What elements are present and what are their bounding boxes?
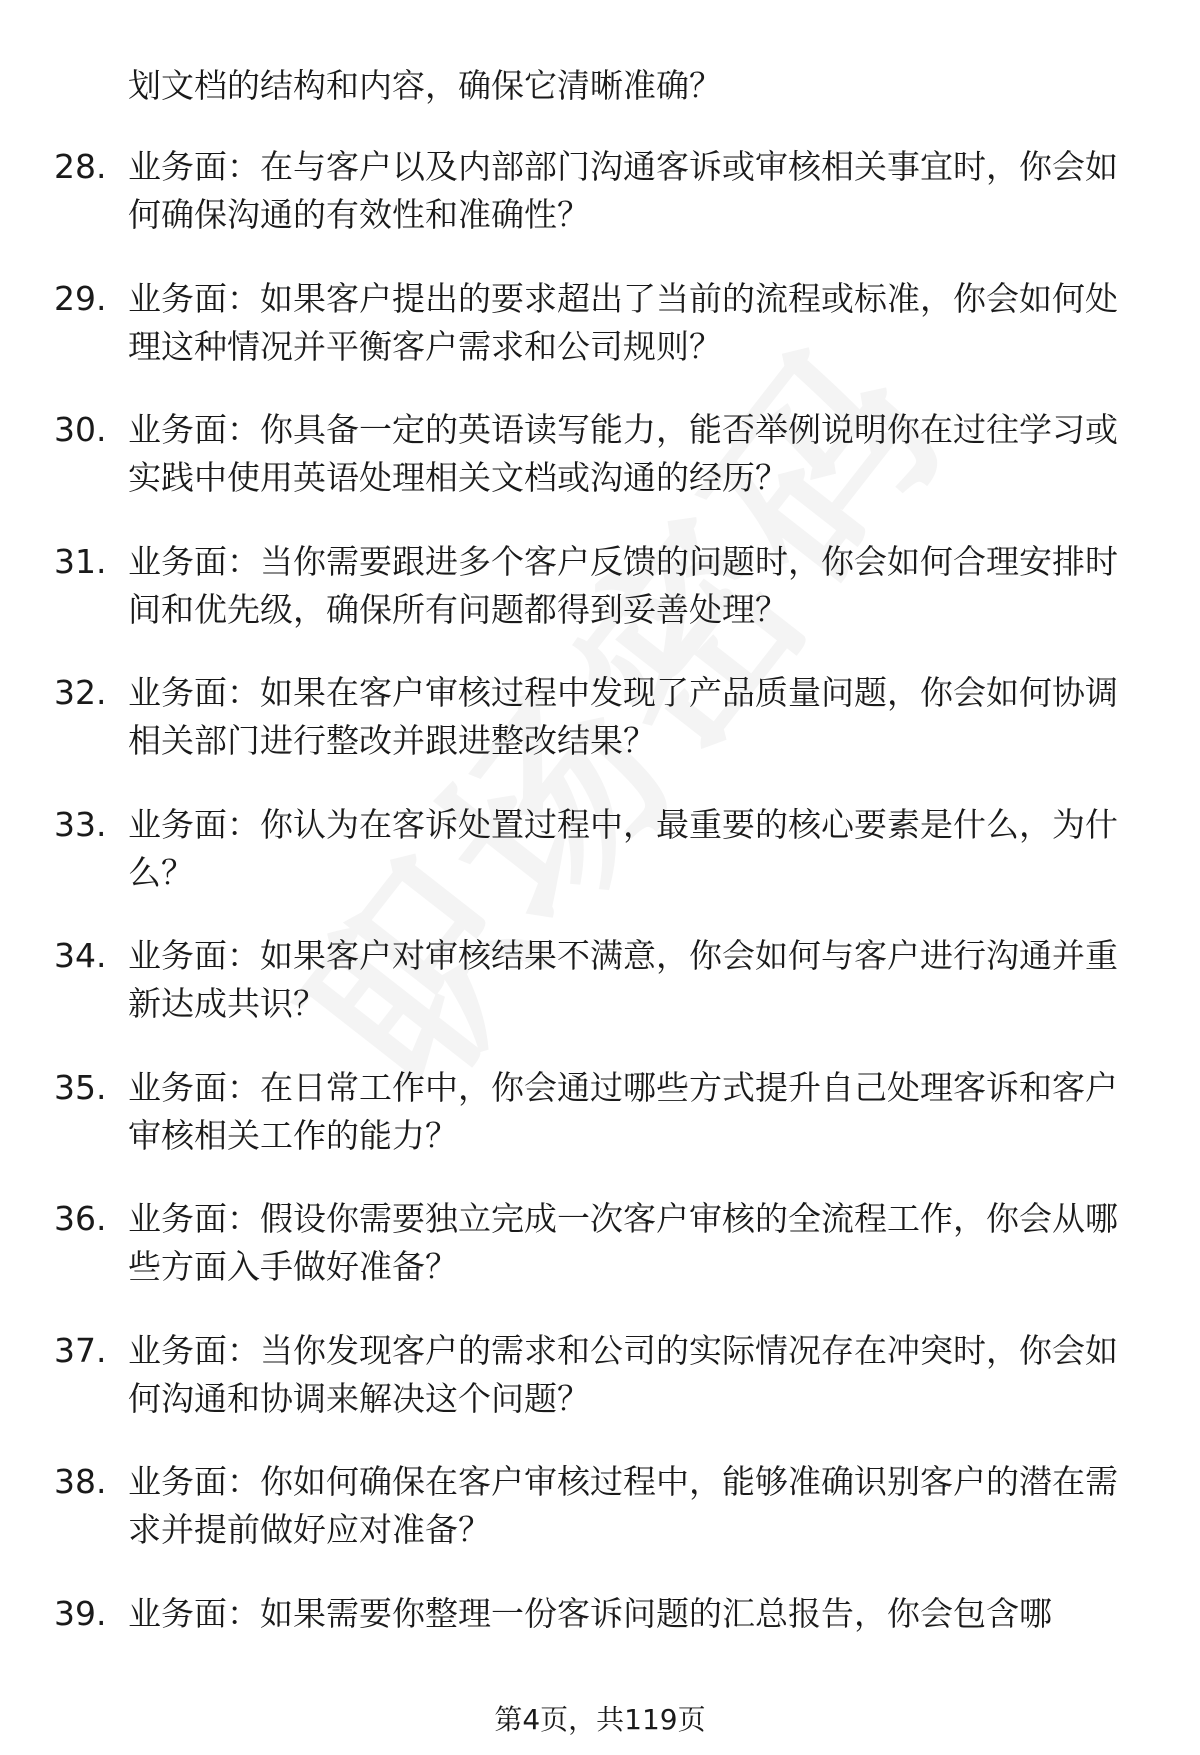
list-item [0,275,1200,371]
question-text: 业务面：如果客户对审核结果不满意，你会如何与客户进行沟通并重新达成共识？ [128,936,1118,1023]
list-item [0,406,1200,502]
list-item [0,932,1200,1028]
question-text: 业务面：你如何确保在客户审核过程中，能够准确识别客户的潜在需求并提前做好应对准备？ [128,1462,1118,1549]
list-item [0,1195,1200,1291]
question-text: 业务面：你具备一定的英语读写能力，能否举例说明你在过往学习或实践中使用英语处理相关文档或沟通的经历？ [128,410,1118,497]
list-item [0,1064,1200,1160]
question-number: 30. [54,410,107,449]
question-text: 业务面：如果需要你整理一份客诉问题的汇总报告，你会包含哪 [128,1593,1052,1633]
question-text: 业务面：你认为在客诉处置过程中，最重要的核心要素是什么，为什么？ [128,804,1118,892]
question-number: 32. [54,673,107,712]
question-number: 33. [54,804,107,844]
question-number: 37. [54,1330,107,1370]
list-item [0,143,1200,239]
continuation-text: 划文档的结构和内容，确保它清晰准确？ [128,66,722,105]
question-number: 35. [54,1067,107,1107]
list-item [0,1458,1200,1554]
question-text: 业务面：当你发现客户的需求和公司的实际情况存在冲突时，你会如何沟通和协调来解决这个问题？ [128,1330,1118,1418]
question-number: 39. [54,1593,107,1633]
question-number: 29. [54,278,107,318]
question-text: 业务面：如果在客户审核过程中发现了产品质量问题，你会如何协调相关部门进行整改并跟进整改结果？ [128,673,1118,760]
question-number: 34. [54,936,107,975]
question-text: 业务面：假设你需要独立完成一次客户审核的全流程工作，你会从哪些方面入手做好准备？ [128,1199,1118,1286]
question-number: 36. [54,1199,107,1238]
question-text: 业务面：在日常工作中，你会通过哪些方式提升自己处理客诉和客户审核相关工作的能力？ [128,1067,1118,1155]
list-item [0,538,1200,634]
question-number: 38. [54,1462,107,1501]
list-item [0,1327,1200,1423]
list-item [0,1590,1200,1686]
list-item [0,801,1200,897]
list-item [0,669,1200,765]
question-text: 业务面：在与客户以及内部部门沟通客诉或审核相关事宜时，你会如何确保沟通的有效性和准确性？ [128,147,1118,234]
question-number: 28. [54,147,107,186]
question-number: 31. [54,541,107,581]
question-list [0,143,1200,1721]
question-text: 业务面：如果客户提出的要求超出了当前的流程或标准，你会如何处理这种情况并平衡客户需求和公司规则？ [128,278,1118,366]
question-text: 业务面：当你需要跟进多个客户反馈的问题时，你会如何合理安排时间和优先级，确保所有问题都得到妥善处理？ [128,541,1118,629]
page-footer: 第4页，共119页 [494,1703,706,1736]
